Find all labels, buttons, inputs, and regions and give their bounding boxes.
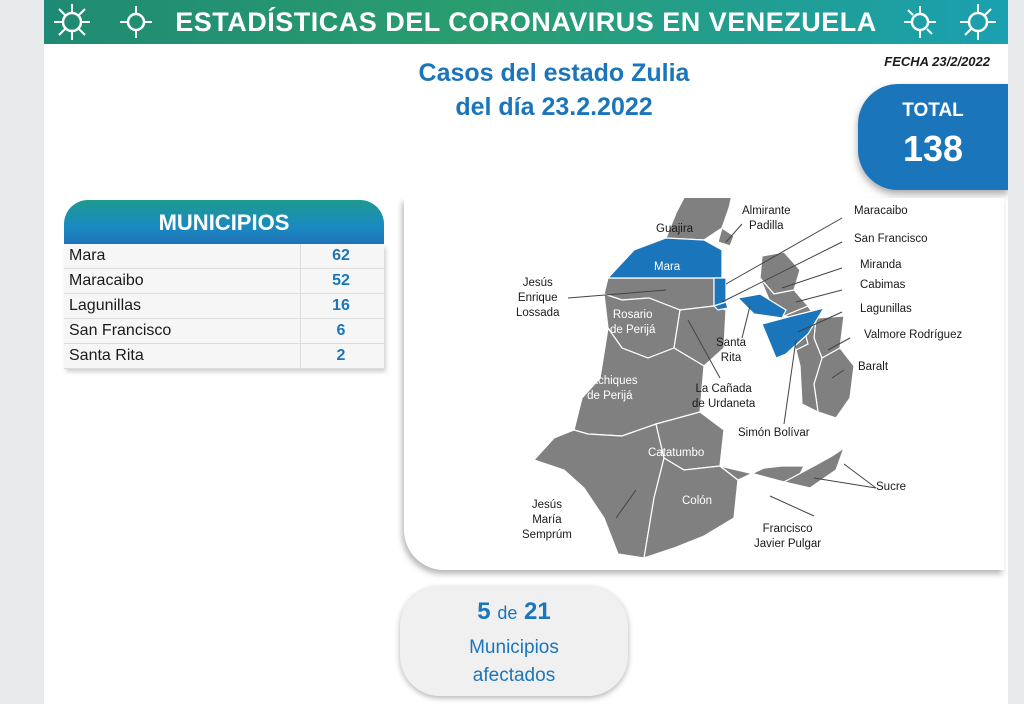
affected-line-2: afectados xyxy=(472,665,556,686)
municipios-header: MUNICIPIOS xyxy=(64,200,384,244)
affected-number: 5 xyxy=(477,598,491,625)
map-label-colon: Colón xyxy=(682,495,713,507)
infographic-page xyxy=(44,0,1008,704)
municipio-name: Santa Rita xyxy=(69,347,144,364)
map-panel xyxy=(404,198,1004,570)
total-value: 138 xyxy=(902,128,964,169)
map-label-jesus-maria-semprum: Jesús María Semprúm xyxy=(522,499,572,541)
leader-line xyxy=(742,306,750,338)
map-label-catatumbo: Catatumbo xyxy=(648,447,705,459)
map-label-san-francisco: San Francisco xyxy=(854,233,928,245)
map-label-maracaibo: Maracaibo xyxy=(854,205,908,217)
map-label-francisco-javier-pulgar: Francisco Javier Pulgar xyxy=(754,523,822,550)
leader-line xyxy=(770,496,814,516)
affected-total: 21 xyxy=(524,598,551,625)
leader-line xyxy=(814,478,876,488)
map-label-baralt: Baralt xyxy=(858,361,889,373)
map-label-miranda: Miranda xyxy=(860,259,902,271)
map-label-sucre: Sucre xyxy=(876,481,907,493)
municipio-name: Lagunillas xyxy=(69,297,142,314)
table-row xyxy=(64,294,384,319)
map-label-rosario-de-perija: Rosario de Perijá xyxy=(610,309,656,336)
total-label: TOTAL xyxy=(902,100,964,121)
affected-caption xyxy=(400,634,628,690)
affected-line-1: Municipios xyxy=(469,637,559,658)
page-title: ESTADÍSTICAS DEL CORONAVIRUS EN VENEZUELA xyxy=(175,7,877,37)
leader-line xyxy=(796,290,842,302)
municipio-name: Maracaibo xyxy=(69,272,144,289)
subtitle-line-2: del día 23.2.2022 xyxy=(455,93,653,121)
municipio-count: 16 xyxy=(300,294,381,318)
map-label-simon-bolivar: Simón Bolívar xyxy=(738,427,810,439)
region-almirante-padilla xyxy=(718,228,734,246)
map-label-la-canada-de-urdaneta: La Cañada de Urdaneta xyxy=(692,383,756,410)
municipio-count: 52 xyxy=(300,269,381,293)
map-label-lagunillas: Lagunillas xyxy=(860,303,912,315)
map-label-mara: Mara xyxy=(654,261,681,273)
map-label-cabimas: Cabimas xyxy=(860,279,906,291)
municipio-name: San Francisco xyxy=(69,322,172,339)
map-label-guajira: Guajira xyxy=(656,223,694,235)
table-row xyxy=(64,244,384,269)
total-box xyxy=(858,84,1008,190)
municipios-table xyxy=(64,244,384,369)
subtitle-line-1: Casos del estado Zulia xyxy=(418,59,690,87)
municipio-count: 62 xyxy=(300,244,381,268)
affected-summary xyxy=(400,586,628,696)
table-row xyxy=(64,344,384,369)
municipio-count: 2 xyxy=(300,344,381,368)
title-banner xyxy=(44,0,1008,44)
map-label-santa-rita: Santa Rita xyxy=(716,337,747,364)
map-label-machiques-de-perija: Machiques de Perijá xyxy=(582,375,638,402)
table-row xyxy=(64,269,384,294)
leader-line xyxy=(844,464,876,488)
map-label-almirante-padilla: Almirante Padilla xyxy=(742,205,791,232)
municipio-count: 6 xyxy=(300,319,381,343)
date-label: FECHA 23/2/2022 xyxy=(884,54,990,69)
subtitle xyxy=(374,56,734,124)
municipio-name: Mara xyxy=(69,247,106,264)
region-maracaibo xyxy=(714,278,726,306)
affected-count xyxy=(400,598,628,626)
table-row xyxy=(64,319,384,344)
map-label-valmore-rodriguez: Valmore Rodríguez xyxy=(864,329,963,341)
map-label-jesus-enrique-lossada: Jesús Enrique Lossada xyxy=(516,277,560,319)
affected-of: de xyxy=(497,603,518,623)
